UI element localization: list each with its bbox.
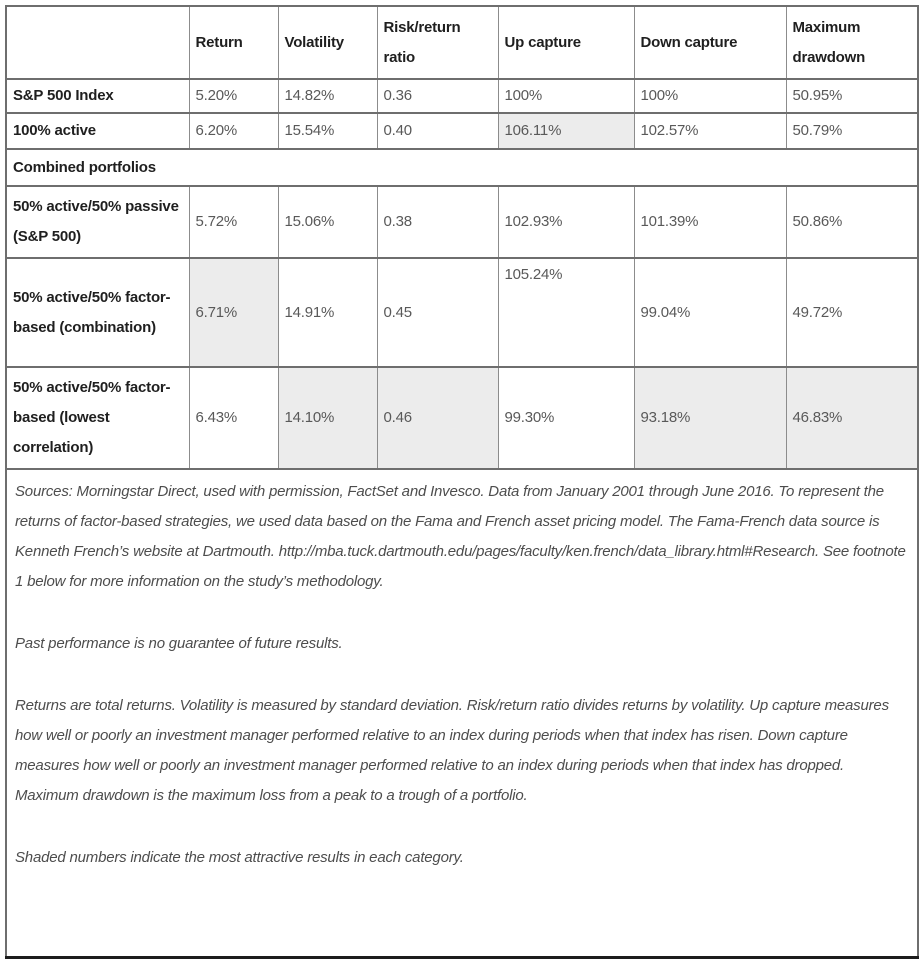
row-label: 50% active/50% passive (S&P 500): [6, 186, 189, 258]
row-label: S&P 500 Index: [6, 79, 189, 113]
footnote-sources: Sources: Morningstar Direct, used with permission, FactSet and Invesco. Data from January 2001 through June 2016. To represent the returns of factor-based strategies, we used data based on the Fama and French asset pricing model. The Fama-French data source is Kenneth French’s website at Dartmouth. http://mba.tuck.dartmouth.edu/pages/faculty/ken.french/data_library.html#Research. See footnote 1 below for more information on the study’s methodology.: [15, 483, 906, 590]
table-row-50-active-50-factor-lowest-correlation: [6, 367, 918, 469]
column-header-blank: [6, 6, 189, 79]
column-header-risk-return-ratio: Risk/return ratio: [377, 6, 498, 79]
cell-value: 0.38: [377, 186, 498, 258]
cell-value: 15.06%: [278, 186, 377, 258]
table-row-50-active-50-passive: [6, 186, 918, 258]
performance-table: [5, 5, 919, 959]
header-row: [6, 6, 918, 79]
cell-value: 5.20%: [189, 79, 278, 113]
section-header-combined-portfolios: Combined portfolios: [6, 149, 918, 186]
row-label: 100% active: [6, 113, 189, 149]
cell-value: 93.18%: [634, 367, 786, 469]
cell-value: 0.46: [377, 367, 498, 469]
cell-value: 99.30%: [498, 367, 634, 469]
cell-value: 6.43%: [189, 367, 278, 469]
cell-value: 5.72%: [189, 186, 278, 258]
cell-value: 14.82%: [278, 79, 377, 113]
table-row-50-active-50-factor-combination: [6, 258, 918, 367]
column-header-down-capture: Down capture: [634, 6, 786, 79]
cell-value: 0.45: [377, 258, 498, 367]
cell-value: 105.24%: [498, 258, 634, 367]
cell-value: 0.40: [377, 113, 498, 149]
cell-value: 100%: [634, 79, 786, 113]
cell-value: 50.79%: [786, 113, 918, 149]
cell-value: 101.39%: [634, 186, 786, 258]
footnote-disclaimer: Past performance is no guarantee of future results.: [15, 635, 343, 652]
footnote-shading-note: Shaded numbers indicate the most attractive results in each category.: [15, 849, 464, 866]
column-header-up-capture: Up capture: [498, 6, 634, 79]
row-label: 50% active/50% factor-based (lowest correlation): [6, 367, 189, 469]
column-header-maximum-drawdown: Maximum drawdown: [786, 6, 918, 79]
footnote-definitions: Returns are total returns. Volatility is measured by standard deviation. Risk/return ratio divides returns by volatility. Up capture measures how well or poorly an investment manager performed relative to an index during periods when that index has risen. Down capture measures how well or poorly an investment manager performed relative to an index during periods when that index has dropped. Maximum drawdown is the maximum loss from a peak to a trough of a portfolio.: [15, 697, 889, 804]
cell-value: 102.57%: [634, 113, 786, 149]
footnotes-row: [6, 469, 918, 957]
cell-value: 106.11%: [498, 113, 634, 149]
cell-value: 100%: [498, 79, 634, 113]
table-row-sp500-index: [6, 79, 918, 113]
cell-value: 6.20%: [189, 113, 278, 149]
column-header-return: Return: [189, 6, 278, 79]
cell-value: 50.86%: [786, 186, 918, 258]
cell-value: 0.36: [377, 79, 498, 113]
cell-value: 15.54%: [278, 113, 377, 149]
cell-value: 6.71%: [189, 258, 278, 367]
table-row-100-active: [6, 113, 918, 149]
row-label: 50% active/50% factor-based (combination): [6, 258, 189, 367]
cell-value: 50.95%: [786, 79, 918, 113]
cell-value: 49.72%: [786, 258, 918, 367]
footnotes-section: [6, 469, 918, 957]
section-header-row: [6, 149, 918, 186]
cell-value: 46.83%: [786, 367, 918, 469]
cell-value: 14.91%: [278, 258, 377, 367]
cell-value: 102.93%: [498, 186, 634, 258]
column-header-volatility: Volatility: [278, 6, 377, 79]
cell-value: 99.04%: [634, 258, 786, 367]
cell-value: 14.10%: [278, 367, 377, 469]
